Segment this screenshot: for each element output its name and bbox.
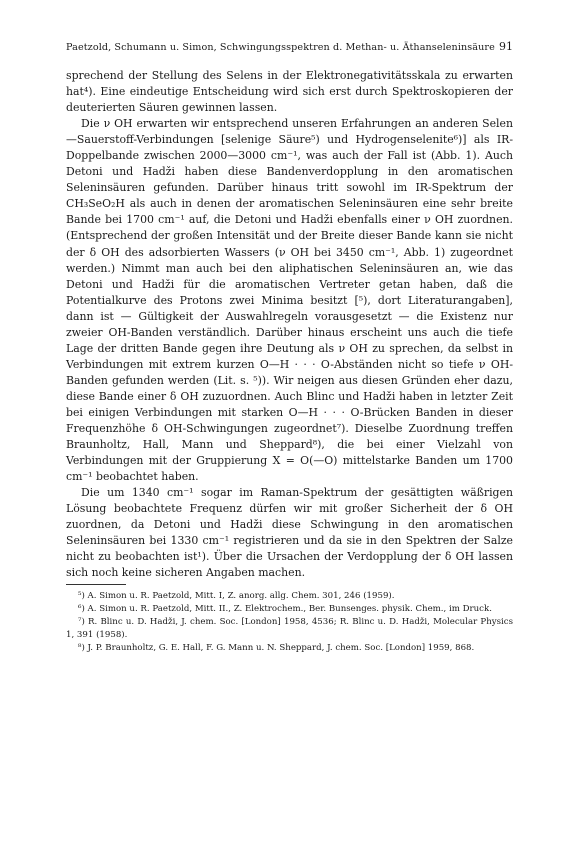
paragraph-delta-oh: Die um 1340 cm⁻¹ sogar im Raman-Spektrum der gesättigten wäßrigen Lösung beobachtete Frequenz dürfen wir mit großer Sicherheit der δ OH zuordnen, da Detoni und Hadži diese Schwingung in den aromatischen Seleninsäuren bei 1330 cm⁻¹ registrieren und da sie in den Spektren der Salze nicht zu beobachten ist¹). Über die Ursachen der Verdopplung der δ OH lassen sich noch keine sicheren Angaben machen. [66,486,513,580]
footnote-6: ⁶) A. Simon u. R. Paetzold, Mitt. II., Z. Elektrochem., Ber. Bunsenges. physik. Chem., im Druck. [78,603,492,614]
paragraph-nu-oh: Die ν OH erwarten wir entsprechend unseren Erfahrungen an anderen Selen—Sauerstoff-Verbindungen [selenige Säure⁵) und Hydrogenselenite⁶)] als IR-Doppelbande zwischen 2000—3000 cm⁻¹, was auch der Fall ist (Abb. 1). Auch Detoni und Hadži haben diese Bandenverdopplung in den aromatischen Seleninsäuren gefunden. Darüber hinaus tritt sowohl im IR-Spektrum der CH₃SeO₂H als auch in denen der aromatischen Seleninsäuren eine sehr breite Bande bei 1700 cm⁻¹ auf, die Detoni und Hadži ebenfalls einer ν OH zuordnen. (Entsprechend der großen Intensität und der Breite dieser Bande kann sie nicht der δ OH des adsorbierten Wassers (ν OH bei 3450 cm⁻¹, Abb. 1) zugeordnet werden.) Nimmt man auch bei den aliphatischen Seleninsäuren an, wie das Detoni und Hadži für die aromatischen Vertreter getan haben, daß die Potentialkurve des Protons zwei Minima besitzt [⁵), dort Literaturangaben], dann ist — Gültigkeit der Auswahlregeln vorausgesetzt — die Existenz nur zweier OH-Banden verständlich. Darüber hinaus erscheint uns auch die tiefe Lage der dritten Bande gegen ihre Deutung als ν OH zu sprechen, da selbst in Verbindungen mit extrem kurzen O—H · · · O-Abständen nicht so tiefe ν OH-Banden gefunden werden (Lit. s. ⁵)). Wir neigen aus diesen Gründen eher dazu, diese Bande einer δ OH zuzuordnen. Auch Blinc und Hadži haben in letzter Zeit bei einigen Verbindungen mit starken O—H · · · O-Brücken Banden in dieser Frequenzhöhe δ OH-Schwingungen zugeordnet⁷). Dieselbe Zuordnung treffen Braunholtz, Hall, Mann und Sheppard⁸), die bei einer Vielzahl von Verbindungen mit der Gruppierung X = O(—O) mittelstarke Banden um 1700 cm⁻¹ beobachtet haben. [66,117,513,484]
paragraph-continuation: sprechend der Stellung des Selens in der Elektronegativitätsskala zu erwarten hat⁴). Eine eindeutige Entscheidung wird sich erst durch Spektroskopieren der deuterierten Säuren gewinnen lassen. [66,69,513,115]
footnote-rule [66,584,126,585]
running-header [66,40,513,60]
page-number: 91 [499,40,513,53]
footnotes [66,590,513,656]
footnote-7: ⁷) R. Blinc u. D. Hadži, J. chem. Soc. [London] 1958, 4536; R. Blinc u. D. Hadži, Molecular Physics 1, 391 (1958). [66,616,513,641]
body-text [66,68,513,582]
footnote-5: ⁵) A. Simon u. R. Paetzold, Mitt. I, Z. anorg. allg. Chem. 301, 246 (1959). [78,590,395,601]
running-title: Paetzold, Schumann u. Simon, Schwingungsspektren d. Methan- u. Äthanseleninsäure [66,42,495,53]
footnote-8: ⁸) J. P. Braunholtz, G. E. Hall, F. G. Mann u. N. Sheppard, J. chem. Soc. [London] 1959, 868. [78,643,475,654]
journal-page [66,40,513,656]
